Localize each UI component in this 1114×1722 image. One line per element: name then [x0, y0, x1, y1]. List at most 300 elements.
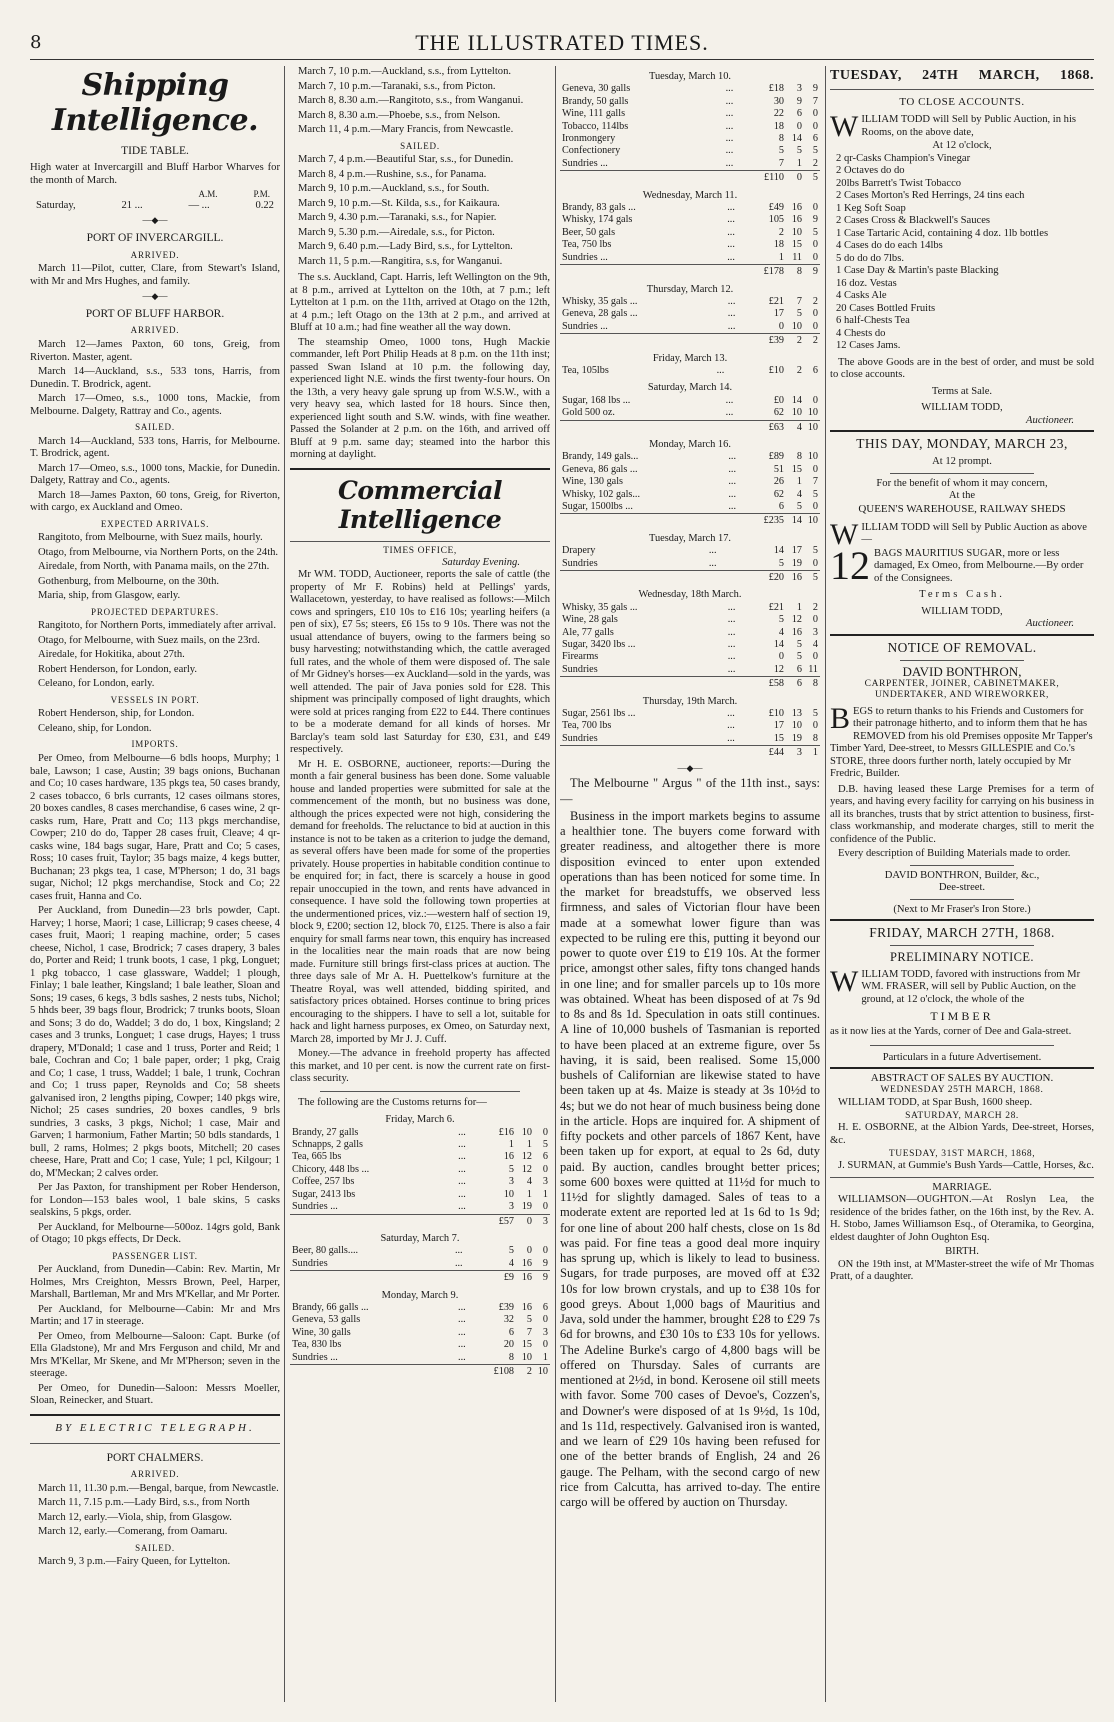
subhead: IMPORTS. [131, 739, 179, 750]
divider [830, 430, 1094, 432]
ledger-shillings: 10 [791, 320, 802, 332]
paragraph: March 18—James Paxton, 60 tons, Greig, for Riverton, with cargo, ex Auckland and Omeo. [30, 489, 280, 514]
ledger-pence: 0 [812, 720, 818, 732]
tide-col-am: A.M. [198, 189, 218, 200]
ledger-shillings: 2 [796, 364, 802, 376]
ledger-pounds: 4 [508, 1257, 514, 1269]
ledger-shillings: 14 [791, 394, 802, 406]
ledger-row [290, 1189, 550, 1201]
ledger-pence: 0 [812, 308, 818, 320]
ledger-total: 16 [516, 1271, 534, 1285]
ledger-leader: ... [725, 83, 734, 95]
ledger-total-row [560, 334, 820, 348]
ledger-row [560, 321, 820, 334]
divider [30, 1414, 280, 1416]
paragraph: March 12, early.—Comerang, from Oamaru. [38, 1526, 228, 1538]
date-line-friday: FRIDAY, MARCH 27TH, 1868. [869, 925, 1055, 941]
subhead: ARRIVED. [130, 249, 180, 260]
ad-role: Auctioneer. [1026, 414, 1074, 426]
paragraph: Airedale, for Hokitika, about 27th. [38, 649, 185, 661]
ledger-table [560, 395, 820, 434]
ledger-shillings: 10 [791, 407, 802, 419]
ledger-pounds: 8 [508, 1351, 514, 1363]
paragraph: Otago, for Melbourne, with Suez mails, on the 23rd. [38, 634, 260, 646]
goods-item: 1 Case Tartaric Acid, containing 4 doz. 1lb bottles [836, 227, 1049, 239]
ledger-item: Sugar, 2561 lbs ... [562, 708, 636, 720]
ledger-total: £44 [750, 746, 786, 760]
ledger-pounds: 20 [503, 1339, 514, 1351]
ledger-row [560, 664, 820, 677]
ledger-row [560, 308, 820, 320]
goods-list [830, 153, 1094, 353]
paragraph: March 7, 10 p.m.—Auckland, s.s., from Lyttelton. [298, 66, 512, 77]
ledger-spacer [724, 420, 750, 434]
paragraph: Per Auckland, from Dunedin—23 brls powder, Capt. Harvey; 1 horse, Maori; 1 case, Lillicrap; 9 cases cheese, 4 cases fruit, Maori; 1 reaping machine, order; 5 cases cheese, Nichol, 1 case, Brodrick; 7 cases drapery, 3 bales do, Porter and Reid; 1 trunk boots, 1 case, 1 pkg, Longuet; 1 pkg tobacco, 1 case glassware, Waddel; 1 plough, Finlay; 1 bale leather, Kingsland; 1 bale leather, Sloan and Sons; 19 cases, 6 kegs, 3 bdls sashes, 2 nests tubs, Nichol; 5 hhds beer, 39 bags flour, Brodrick; 7 trunks boots, Sloan and Sons; 3 do do, Waddel; 3 do do, 1 box, Kingsland; 2 cases and 3 trunks, Longuet; 1 case drugs, Hayes; 1 truss drapery, M'Donald; 1 case and 1 truss, Porter and Reid; 1 bale, Cochran and Co; 1 bale paper, order; 1 pkg, Craig and Co; 1 case, 1 truss, Waddel; 1 bale, 1 trunk, Cochran and Co; 1 truss paper, Reynolds and Co; 58 sheets galvanised iron, 2 lengths piping, Cowper; 140 pkgs wire, Nichol; 25 cases sundries, 20 boxes candles, 9 brls sundries, 3 casks, 3 pkgs, Nichol; 1 case, Mair and Garven; 1 harmonium, Father Martin; 50 bdls standards, 1 bull, 2 rams, Holmes; 2 pkgs boots, Mitchell; 20 cases cheese, Hare, Pratt and Co; 1 case, Yule; 1 pcl, Kilgour; 1 do, M'Meckan; 2 calves order. [30, 905, 280, 1179]
ledger-shillings: 7 [796, 295, 802, 307]
ledger-item: Sugar, 168 lbs ... [562, 394, 631, 406]
ad-body [830, 701, 1094, 781]
ledger-shillings: 17 [791, 545, 802, 557]
ledger-pounds: £10 [768, 708, 784, 720]
ledger-leader: ... [725, 394, 734, 406]
paragraph: Robert Henderson, for London, early. [38, 663, 198, 675]
port-bluff-heading: PORT OF BLUFF HARBOR. [85, 307, 225, 320]
divider [290, 541, 550, 542]
ledger-pence: 5 [812, 226, 818, 238]
date-part: TUESDAY, [830, 68, 902, 83]
ledger-row [560, 121, 820, 133]
ledger-total-row [290, 1365, 550, 1379]
paragraph: March 9, 3 p.m.—Fairy Queen, for Lyttelton. [38, 1556, 231, 1568]
ledger-date: Wednesday, March 11. [642, 189, 738, 201]
ledger-row [560, 296, 820, 308]
ledger-pence: 1 [542, 1188, 548, 1200]
ledger-date: Monday, March 16. [649, 438, 731, 450]
ledger-pence: 5 [542, 1139, 548, 1151]
ledger-table [290, 1245, 550, 1284]
goods-item: 4 Casks Ale [836, 290, 887, 302]
paragraph: March 8, 8.30 a.m.—Phoebe, s.s., from Nelson. [298, 109, 501, 121]
ledger-spacer [725, 746, 750, 760]
paragraph: Per Auckland, for Melbourne—500oz. 14grs gold, Bank of Otago; 10 pkgs effects, Dr Deck. [30, 1221, 280, 1246]
paragraph: as it now lies at the Yards, corner of Dee and Gala-street. [830, 1026, 1072, 1038]
ledger-table [560, 451, 820, 528]
ledger-item: Wine, 30 galls [292, 1326, 351, 1338]
abstract-day: WEDNESDAY 25TH MARCH, 1868. [880, 1085, 1044, 1096]
ledger-spacer [725, 265, 750, 279]
goods-item: 20lbs Barrett's Twist Tobacco [836, 177, 962, 189]
ledger-leader: ... [458, 1126, 466, 1138]
ledger-item: Coffee, 257 lbs [292, 1176, 355, 1188]
ledger-shillings: 3 [796, 83, 802, 95]
ledger-leader: ... [458, 1163, 466, 1175]
ledger-pounds: 8 [778, 133, 784, 145]
ledger-pence: 0 [812, 251, 818, 263]
ledger-leader: ... [725, 133, 734, 145]
subhead: PROJECTED DEPARTURES. [91, 606, 219, 617]
ledger-item: Sundries ... [562, 320, 608, 332]
ledger-pounds: 7 [778, 157, 784, 169]
ledger-date: Monday, March 9. [381, 1289, 459, 1301]
ledger-total-row [560, 171, 820, 185]
ledger-item: Sundries ... [292, 1201, 338, 1213]
ledger-row [290, 1352, 550, 1365]
ledger-item: Beer, 50 gals [562, 226, 616, 238]
ledger-pence: 0 [542, 1339, 548, 1351]
paragraph: March 11, 5 p.m.—Rangitira, s.s, for Wanganui. [298, 255, 503, 267]
ledger-pence: 8 [812, 732, 818, 744]
ledger-leader: ... [727, 308, 736, 320]
ledger-total: 0 [786, 171, 804, 185]
ledger-pence: 5 [812, 708, 818, 720]
paragraph: March 9, 10 p.m.—St. Kilda, s.s., for Kaikaura. [298, 197, 500, 209]
paragraph: Per Jas Paxton, for transhipment per Rober Henderson, for London—153 bales wool, 1 bale skins, 5 casks sealskins, 5 pkgs, order. [30, 1182, 280, 1219]
divider [830, 1067, 1094, 1069]
paragraph: March 12, early.—Viola, ship, from Glasgow. [38, 1511, 232, 1523]
ledger-pence: 6 [542, 1301, 548, 1313]
ledger-total: £235 [750, 514, 786, 528]
ledger-leader: ... [725, 157, 734, 169]
divider: —◆— [677, 762, 703, 773]
ledger-item: Sundries ... [562, 251, 608, 263]
divider [890, 945, 1034, 946]
ledger-row [290, 1139, 550, 1151]
ledger-shillings: 10 [521, 1351, 532, 1363]
ledger-shillings: 5 [796, 500, 802, 512]
ledger-table [560, 365, 820, 377]
column-rule [825, 66, 826, 1702]
ledger-row [290, 1258, 550, 1271]
ledger-row [560, 489, 820, 501]
ledger-item: Firearms [562, 651, 599, 663]
ledger-leader: ... [708, 545, 717, 557]
tide-cols [30, 189, 280, 200]
ledger-table [290, 1127, 550, 1229]
paragraph: Mr H. E. OSBORNE, auctioneer, reports:—During the month a fair general business has been done. Some valuable house and landed properties were submitted for sale at the commencement of the month, but no business was done, although the prices expected were not high, considering the demand for freeholds. The reluctance to bid at auction in this instance is not to be taken as a criterion to judge the demand, as several offers have been made for some of the properties privately. House properties in habitable condition continue to be enquired for; in fact, there is scarcely a house in good repair unoccupied in the town, and rents have advanced in consequence. I have sold the following town properties at the undermentioned prices, viz.:—western half of section 19, block 9, £200; section 12, block 70, £125. There is also a fair enquiry for small farms near town, this enquiry has increased in the localities near the main roads that are now being made. Furniture still brings first-class prices at auction. The three days sale of Mr A. H. Puettelkow's furniture at the Theatre Royal, was well attended, bidding spirited, and satisfactory prices obtained. Horses continue to bring prices encouraging to the shippers. I have to sell a lot, suitable for hack and light harness purposes, ex Omeo, on Saturday next, March 28, imported by Mr J. J. Cuff. [290, 758, 550, 1045]
paragraph: March 11, 4 p.m.—Mary Francis, from Newcastle. [298, 124, 514, 135]
divider [870, 1045, 1054, 1046]
ad-text: For the benefit of whom it may concern, [876, 477, 1048, 489]
ledger-leader: ... [728, 476, 737, 488]
column-rule [284, 66, 285, 1702]
ledger-pence: 0 [542, 1201, 548, 1213]
ledger-spacer [290, 1271, 453, 1285]
ledger-row [290, 1327, 550, 1339]
paragraph: March 9, 5.30 p.m.—Airedale, s.s., for Picton. [298, 226, 495, 238]
paragraph: Gothenburg, from Melbourne, on the 30th. [38, 575, 220, 587]
ledger-pounds: 17 [773, 308, 784, 320]
ledger-pounds: 5 [778, 557, 784, 569]
ledger-shillings: 16 [521, 1301, 532, 1313]
ledger-row [560, 476, 820, 488]
subhead: SAILED. [400, 140, 440, 151]
ledger-item: Schnapps, 2 galls [292, 1139, 364, 1151]
paragraph: March 14—Auckland, s.s., 533 tons, Harris, from Dunedin. T. Brodrick, agent. [30, 366, 280, 390]
goods-item: 2 qr-Casks Champion's Vinegar [836, 152, 971, 164]
ledger-pounds: 17 [773, 720, 784, 732]
paragraph: March 7, 4 p.m.—Beautiful Star, s.s., for Dunedin. [298, 154, 514, 166]
ledger-total: 6 [786, 677, 804, 691]
ledger-shillings: 12 [791, 614, 802, 626]
ad-heading: TO CLOSE ACCOUNTS. [899, 95, 1025, 108]
ledger-pounds: 22 [773, 108, 784, 120]
ledger-spacer [456, 1365, 480, 1379]
ledger-pounds: 6 [778, 500, 784, 512]
ledger-item: Brandy, 27 galls [292, 1126, 359, 1138]
ledger-total: 2 [516, 1365, 534, 1379]
ledger-pounds: 18 [773, 120, 784, 132]
ledger-shillings: 12 [521, 1151, 532, 1163]
ledger-shillings: 5 [796, 651, 802, 663]
ledger-total-row [560, 746, 820, 760]
ledger-date: Tuesday, March 17. [648, 532, 732, 544]
paragraph: Otago, from Melbourne, via Northern Ports, on the 24th. [38, 546, 279, 558]
ledger-total-row [560, 420, 820, 434]
ledger-pence: 10 [807, 407, 818, 419]
ledger-row [560, 108, 820, 120]
abstract-list [830, 1085, 1094, 1173]
ledger-item: Sugar, 1500lbs ... [562, 500, 633, 512]
ledger-row [560, 545, 820, 557]
ledger-shillings: 16 [791, 202, 802, 214]
ledger-total: 3 [534, 1214, 550, 1228]
ad-role: Auctioneer. [1026, 618, 1074, 630]
ledger-shillings: 11 [792, 251, 802, 263]
port-inv-heading: PORT OF INVERCARGILL. [86, 232, 224, 245]
telegraph-heading: BY ELECTRIC TELEGRAPH. [55, 1421, 255, 1434]
drop-cap: W [830, 517, 859, 551]
ledger-item: Brandy, 149 gals... [562, 451, 639, 463]
tide-day: Saturday, [36, 199, 76, 211]
ledger-total-row [560, 514, 820, 528]
ledger-item: Sundries ... [562, 157, 608, 169]
ledger-item: Gold 500 oz. [562, 407, 615, 419]
ledger-row [560, 83, 820, 95]
goods-item: 12 Cases Jams. [836, 340, 901, 352]
date-part: 24TH [922, 68, 959, 83]
masthead [30, 20, 1094, 60]
ledger-leader: ... [727, 614, 736, 626]
ledger-pence: 11 [808, 663, 818, 675]
ledger-table [560, 202, 820, 279]
ledger-pounds: £21 [768, 295, 784, 307]
paragraph: Robert Henderson, ship, for London. [38, 708, 195, 720]
ledger-pounds: 0 [778, 651, 784, 663]
paragraph: March 9, 6.40 p.m.—Lady Bird, s.s., for Lyttelton. [298, 241, 513, 253]
ledger-shillings: 7 [526, 1326, 532, 1338]
ledger-pence: 0 [542, 1126, 548, 1138]
ledger-pence: 9 [812, 214, 818, 226]
ledger-item: Tea, 700 lbs [562, 720, 612, 732]
ledger-date: Tuesday, March 10. [648, 71, 732, 82]
ledger-shillings: 5 [796, 639, 802, 650]
paragraph: March 8, 4 p.m.—Rushine, s.s., for Panama. [298, 168, 487, 180]
goods-item: 2 Cases Cross & Blackwell's Sauces [836, 215, 991, 227]
ledger-total: 5 [804, 171, 820, 185]
ledger-item: Sundries ... [292, 1351, 338, 1363]
ad-trades: CARPENTER, JOINER, CABINETMAKER, UNDERTAKER, AND WIREWORKER, [864, 679, 1060, 701]
ledger-pounds: 14 [773, 545, 784, 557]
ledger-spacer [726, 514, 750, 528]
ledger-spacer [560, 420, 724, 434]
ledger-spacer [290, 1214, 456, 1228]
ledger-spacer [560, 746, 725, 760]
paragraph: Rangitoto, for Northern Ports, immediately after arrival. [38, 620, 276, 632]
ledger-pounds: 15 [773, 732, 784, 744]
drop-cap: W [830, 964, 859, 998]
ledger-shillings: 19 [791, 557, 802, 569]
abstract-text: J. SURMAN, at Gummie's Bush Yards—Cattle, Horses, &c. [838, 1160, 1094, 1172]
port-chalmers-heading: PORT CHALMERS. [106, 1451, 204, 1464]
ledger-total: 0 [516, 1214, 534, 1228]
ledger-pounds: 51 [773, 463, 784, 475]
ledger-leader: ... [716, 364, 725, 376]
drop-cap: B [830, 701, 851, 735]
ledger-row [560, 133, 820, 145]
ledger-total-row [560, 677, 820, 691]
office-line: TIMES OFFICE, [383, 545, 457, 556]
paragraph: Every description of Building Materials made to order. [838, 848, 1071, 860]
paragraph: Per Omeo, for Dunedin—Saloon: Messrs Moeller, Sloan, Reinecker, and Stuart. [30, 1382, 280, 1407]
ledger-total: £39 [750, 334, 786, 348]
ledger-leader: ... [727, 239, 735, 251]
ledger-row [290, 1201, 550, 1214]
ledger-total: 4 [786, 420, 804, 434]
subhead: EXPECTED ARRIVALS. [100, 518, 210, 529]
ledger-pounds: £10 [768, 364, 784, 376]
ledger-item: Tea, 750 lbs [562, 239, 612, 251]
ledger-pounds: 5 [778, 614, 784, 626]
ledger-total: £63 [750, 420, 786, 434]
ad-time: At 12 o'clock, [932, 140, 992, 152]
ledger-spacer [560, 171, 724, 185]
ledger-pounds: 10 [503, 1188, 514, 1200]
ledger-spacer [560, 514, 726, 528]
ledger-leader: ... [727, 720, 735, 732]
ledger-row [560, 614, 820, 626]
ledger-spacer [453, 1271, 480, 1285]
ledger-row [560, 501, 820, 514]
ledger-leader: ... [458, 1139, 466, 1151]
ledger-leader: ... [725, 407, 734, 419]
subhead: SAILED. [135, 1542, 175, 1553]
ledger-row [560, 627, 820, 639]
ledger-leader: ... [727, 626, 736, 638]
customs-ledger [290, 1114, 550, 1378]
ledger-pounds: £39 [498, 1301, 514, 1313]
page-number: 8 [30, 32, 42, 53]
paragraph: D.B. having leased these Large Premises for a term of years, and having every facility for carrying on his business in all its branches, trusts that by strict attention to business, first-class workmanship, and moderate charges, still to merit the confidence of the Public. [830, 783, 1094, 845]
ad-intro-text: ILLIAM TODD will Sell by Public Auction, in his Rooms, on the above date, [861, 114, 1077, 138]
ledger-leader: ... [458, 1314, 466, 1326]
tide-row [30, 200, 280, 213]
subhead: VESSELS IN PORT. [110, 694, 200, 705]
ledger-item: Beer, 80 galls.... [292, 1245, 359, 1257]
ledger-total: £108 [480, 1365, 516, 1379]
divider [830, 634, 1094, 636]
ad-note: (Next to Mr Fraser's Iron Store.) [893, 903, 1031, 915]
ledger-item: Tea, 105lbs [562, 364, 609, 376]
ledger-item: Geneva, 30 galls [562, 83, 631, 95]
ledger-pounds: 16 [503, 1151, 514, 1163]
ledger-total-row [290, 1271, 550, 1285]
ledger-shillings: 8 [796, 451, 802, 463]
ledger-row [560, 733, 820, 746]
ledger-item: Sundries [562, 732, 598, 744]
ledger-pounds: 5 [778, 145, 784, 157]
ledger-pounds: 3 [508, 1176, 514, 1188]
ledger-total-row [290, 1214, 550, 1228]
divider [290, 468, 550, 470]
paragraph: The steamship Omeo, 1000 tons, Hugh Mackie commander, left Port Philip Heads at 8 p.m. on the 11th inst; passed Swan Island at 10 p.m. the following day, experienced light N.E. winds the first twenty-four hours. On the 13th, a very heavy gale sprung up from W.S.W., with a very heavy sea, which lasted for 18 hours. Since then, experienced light south and S.W. winds, with fine weather. Passed the Solander at 2 p.m. on the 16th, and arrived off Bluff at 9 p.m. same day; steamed into the harbor this morning at daylight. [290, 336, 550, 461]
paragraph: March 17—Omeo, s.s., 1000 tons, Mackie, for Dunedin. Dalgety, Rattray and Co., agents. [30, 462, 280, 487]
ledger-shillings: 16 [521, 1257, 532, 1269]
ledger-item: Wine, 111 galls [562, 108, 626, 120]
paragraph: March 8, 8.30 a.m.—Rangitoto, s.s., from Wanganui. [298, 95, 524, 106]
ledger-item: Whisky, 35 gals ... [562, 295, 638, 307]
ledger-row [560, 252, 820, 265]
paragraph: March 11—Pilot, cutter, Clare, from Stewart's Island, with Mr and Mrs Hughes, and family. [30, 263, 280, 287]
goods-item: 16 doz. Vestas [836, 277, 897, 289]
ledger-item: Wine, 28 gals [562, 614, 618, 626]
ad-text: At the [948, 490, 976, 502]
ledger-item: Ironmongery [562, 133, 616, 145]
date-line-tuesday [830, 68, 1094, 85]
ad-terms: Terms Cash. [919, 589, 1005, 601]
ledger-shillings: 5 [526, 1314, 532, 1326]
divider [830, 919, 1094, 921]
ledger-shillings: 10 [791, 226, 802, 238]
ledger-spacer [560, 265, 725, 279]
ledger-shillings: 4 [796, 488, 802, 500]
birth-heading: BIRTH. [945, 1246, 979, 1258]
ledger-date: Wednesday, 18th March. [638, 589, 742, 601]
ledger-date: Thursday, March 12. [646, 283, 734, 295]
goods-item: 2 Octaves do do [836, 165, 905, 177]
ad-location: QUEEN'S WAREHOUSE, RAILWAY SHEDS [858, 502, 1066, 515]
ledger-item: Whisky, 174 gals [562, 214, 633, 226]
divider [910, 865, 1014, 866]
date-part: 1868. [1060, 68, 1094, 83]
ledger-total-row [560, 570, 820, 584]
ledger-leader: ... [725, 108, 734, 120]
ledger-item: Whisky, 35 gals ... [562, 601, 638, 613]
ledger-leader: ... [725, 120, 734, 132]
ledger-row [560, 451, 820, 463]
ledger-pence: 0 [812, 202, 818, 214]
ledger-row [560, 602, 820, 614]
abstract-day: TUESDAY, 31ST MARCH, 1868, [888, 1149, 1036, 1160]
ad-body-text: EGS to return thanks to his Friends and Customers for their patronage hitherto, and to inform them that he has REMOVED from his old Premises opposite Mr Tapper's Timber Yard, Dee-street, to Messrs GILLESPIE and Co.'s STORE, three doors further north, lately occupied by Mr Fredric, Builder. [830, 705, 1093, 780]
lot-text: BAGS MAURITIUS SUGAR, more or less damaged, Ex Omeo, from Melbourne.—By order of the Consignees. [874, 547, 1084, 584]
divider: —◆— [142, 215, 168, 226]
ledger-row [560, 639, 820, 651]
argus-text: Business in the import markets begins to assume a healthier tone. The buyers come forward with greater readiness, and altogether there is more disposition evinced to enter upon extended operations than has been noticed for some time. In the market for breadstuffs, we observed less firmness, and sales of Victorian flour have been made at a somewhat lower figure than was expected to be ruling ere this, putting it beyond our power to quote over £19 to £19 10s. At the former price, amongst other sales, fifty tons changed hands in one line; and for smaller parcels up to 10s more was obtained. Wheat has been disposed of at 7s 9d to 8s and 8s 1d. Speculation in oats still continues. A line of 10,000 bushels of Tasmanian is reported to have been placed at an extreme figure, over 5s having, it is said, been realised. Some 15,000 bushels of Californian are likewise stated to have been taken up at 4s. Maize is steady at 3s 10½d to 4s; but we do not hear of much business being done in the article. Hops are inquired for. A shipment of fifty pockets and other parcels of 1867 Kent, have been taken up for export, at equal to 2s 6d, duty paid. By auction, candles brought better prices; some 600 boxes were quitted at 11½d for much to 11½d for slightly damaged. Sales of teas to a moderate extent are reported led at 1s 6d to 1s 9d; for one line of about 200 half chests, close on 1s 8d was paid. For fine teas a good deal more inquiry has sprung up, which is likely to lead to business. Sugars, for trade purposes, are moved off at £32 10s for low brown crystals, and up to £38 10s for good greys. About 1,000 bags of Mauritius and Java, sold under the hammer, brought £28 to £29 7s 6d for browns, and £30 10s to £33 10s for yellows. The Adeline Burke's cargo of 4,800 bags will be offered on Thursday. Sales of currants are mentioned at 2½d, in bond. Kerosene oil still meets with favor. Some 700 cases of Devoe's, Cozzen's, and Downer's were disposed of at 1s 9½d, 1s 10d, and 1s 11d, respectively. Galvanised iron is wanted, and we learn of £29 10s having been refused for one of the better brands of English, 24 and 26 gauge. The Pelham, with the second cargo of new rice from Calcutta, has arrived to-day. The entire cargo will be offered by auction on Thursday. [560, 808, 820, 1510]
ad-intro [830, 964, 1094, 1007]
ledger-row [560, 202, 820, 214]
ledger-pence: 10 [807, 451, 818, 463]
ad-intro [830, 110, 1094, 144]
ledger-leader: ... [727, 226, 735, 238]
abstract-heading: ABSTRACT OF SALES BY AUCTION. [870, 1072, 1054, 1085]
abstract-text: WILLIAM TODD, at Spar Bush, 1600 sheep. [838, 1096, 1033, 1108]
paragraph: Per Omeo, from Melbourne—6 bdls hoops, Murphy; 1 bale, Lawson; 1 case, Austin; 39 bags onions, Buchanan and Co; 10 cases hardware, 135 pkgs tea, 50 cases brandy, 2 cases tobacco, 6 brls currants, 12 cases oilmans stores, 20 boxes candles, 8 cases merchandise, 6 cases wine, 2 qr-casks rum, Hare, Pratt and Co; 113 pkgs merchandise, Cowper; 210 do do, Tapper 28 cases fruit, Cleave; 4 qr-casks wine, 184 bags sugar, Hare, Pratt and Co; 5 cases, Ross; 10 cases fruit, Taylor; 35 bags maize, 4 kegs butter, Buchanan; 23 pkgs tea, 1 case, M'Pherson; 1 do, 31 bags sugar, Nichol; 12 pkgs merchandise, Stock and Co; 22 cases fruit, Hanna and Co. [30, 753, 280, 902]
ledger-table [560, 602, 820, 691]
ledger-item: Sundries [562, 557, 598, 569]
ledger-row [290, 1176, 550, 1188]
goods-item: 1 Keg Soft Soap [836, 202, 906, 214]
ledger-total-row [560, 265, 820, 279]
